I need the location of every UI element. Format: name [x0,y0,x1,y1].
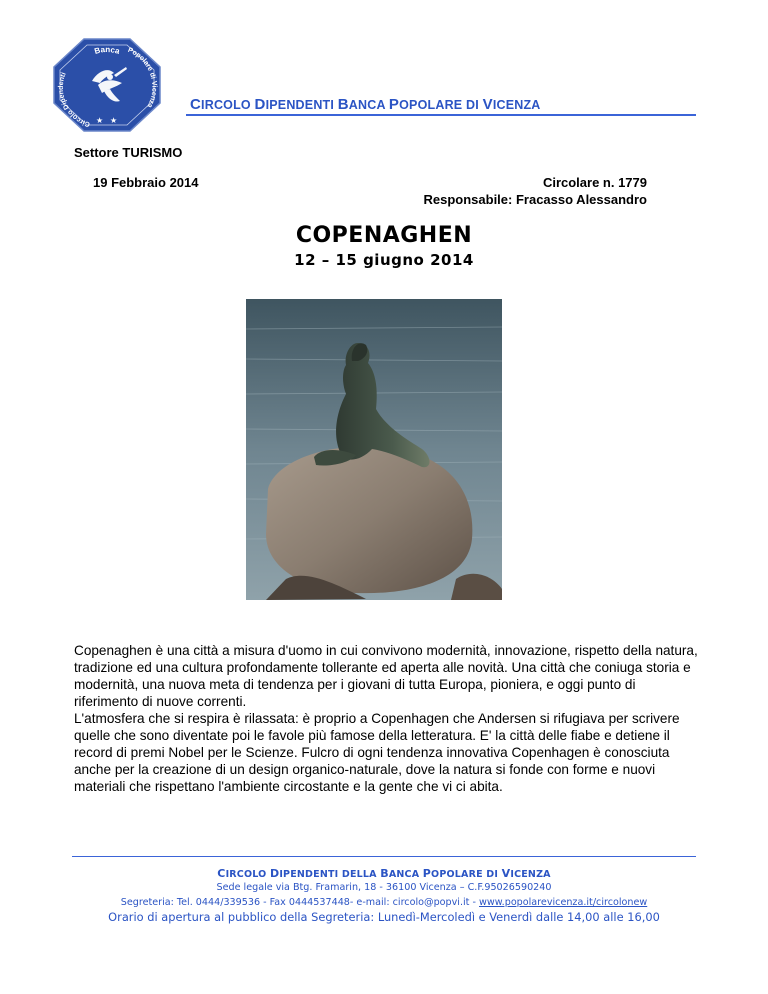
page-title: COPENAGHEN [295,223,473,248]
footer-address: Sede legale via Btg. Framarin, 18 - 36100 Vicenza – C.F.95026590240 [216,882,552,893]
footer-org-initial: B [380,867,389,880]
header-org-rest: IPENDENTI [265,98,338,112]
footer-org-name [0,867,768,880]
header-org-initial: V [482,96,493,113]
body-paragraph-1: Copenaghen è una città a misura d'uomo in cui convivono modernità, innovazione, rispetto della natura, tradizione ed una cultura profondamente tollerante ed aperta alle novità. Una città che coniuga storia e modernità, una nuova meta di tendenza per i giovani di tutta Europa, pioniera, e oggi punto di riferimento di nuove correnti. [74,643,698,709]
body-text [74,642,698,795]
logo-text-left: Circolo Dipendenti [57,71,91,128]
body-paragraph-2: L'atmosfera che si respira è rilassata: è proprio a Copenhagen che Andersen si rifugiava per scrivere quelle che sono diventate poi le favole più famose della letteratura. E' la città delle fiabe e detiene il record di premi Nobel per le Scienze. Fulcro di ogni tendenza innovativa Copenhagen è conosciuta anche per la creazione di un design organico-naturale, dove la natura si fonde con forme e nuovi materiali che rispettano l'ambiente circostante e la gente che vi ci abita. [74,711,680,794]
footer-org-initial: P [422,867,432,880]
footer-org-initial: V [501,867,511,880]
header-org-name [190,96,541,113]
footer-website-link[interactable]: www.popolarevicenza.it/circolonew [479,897,648,908]
header-rule [186,114,696,116]
header-org-rest: OPOLARE DI [399,98,483,112]
circular-info [424,175,648,208]
logo-text-top: Banca [93,44,121,56]
header-org-initial: D [254,96,266,113]
header-org-rest: IRCOLO [201,98,255,112]
footer-org-initial: C [217,867,226,880]
sector-label: Settore TURISMO [74,145,183,160]
logo [52,37,162,133]
svg-text:★: ★ [110,116,118,125]
header-org-rest: ANCA [348,98,389,112]
svg-text:★: ★ [96,116,104,125]
footer-contacts-text: Segreteria: Tel. 0444/339536 - Fax 0444537448- e-mail: circolo@popvi.it - [120,897,480,908]
footer-rule [72,856,696,857]
header-org-initial: C [190,96,202,113]
circular-number: Circolare n. 1779 [542,175,647,190]
logo-text-right: Popolare di Vicenza [126,46,158,109]
footer-hours: Orario di apertura al pubblico della Segreteria: Lunedì-Mercoledì e Venerdì dalle 14,00 alle 16,00 [108,910,660,924]
header-org-initial: B [337,96,349,113]
footer-org-rest: ANCA [388,869,423,880]
footer-org-rest: ICENZA [510,869,551,880]
footer-org-rest: IPENDENTI DELLA [279,869,381,880]
page-subtitle: 12 – 15 giugno 2014 [294,251,474,269]
circular-responsible: Responsabile: Fracasso Alessandro [423,191,647,207]
header-org-rest: ICENZA [492,98,541,112]
footer-org-initial: D [269,867,280,880]
footer-org-rest: OPOLARE DI [431,869,502,880]
document-date: 19 Febbraio 2014 [93,175,199,190]
footer-contacts [0,897,768,908]
footer-org-rest: IRCOLO [225,869,270,880]
little-mermaid-photo [246,299,502,600]
header-org-initial: P [388,96,400,113]
